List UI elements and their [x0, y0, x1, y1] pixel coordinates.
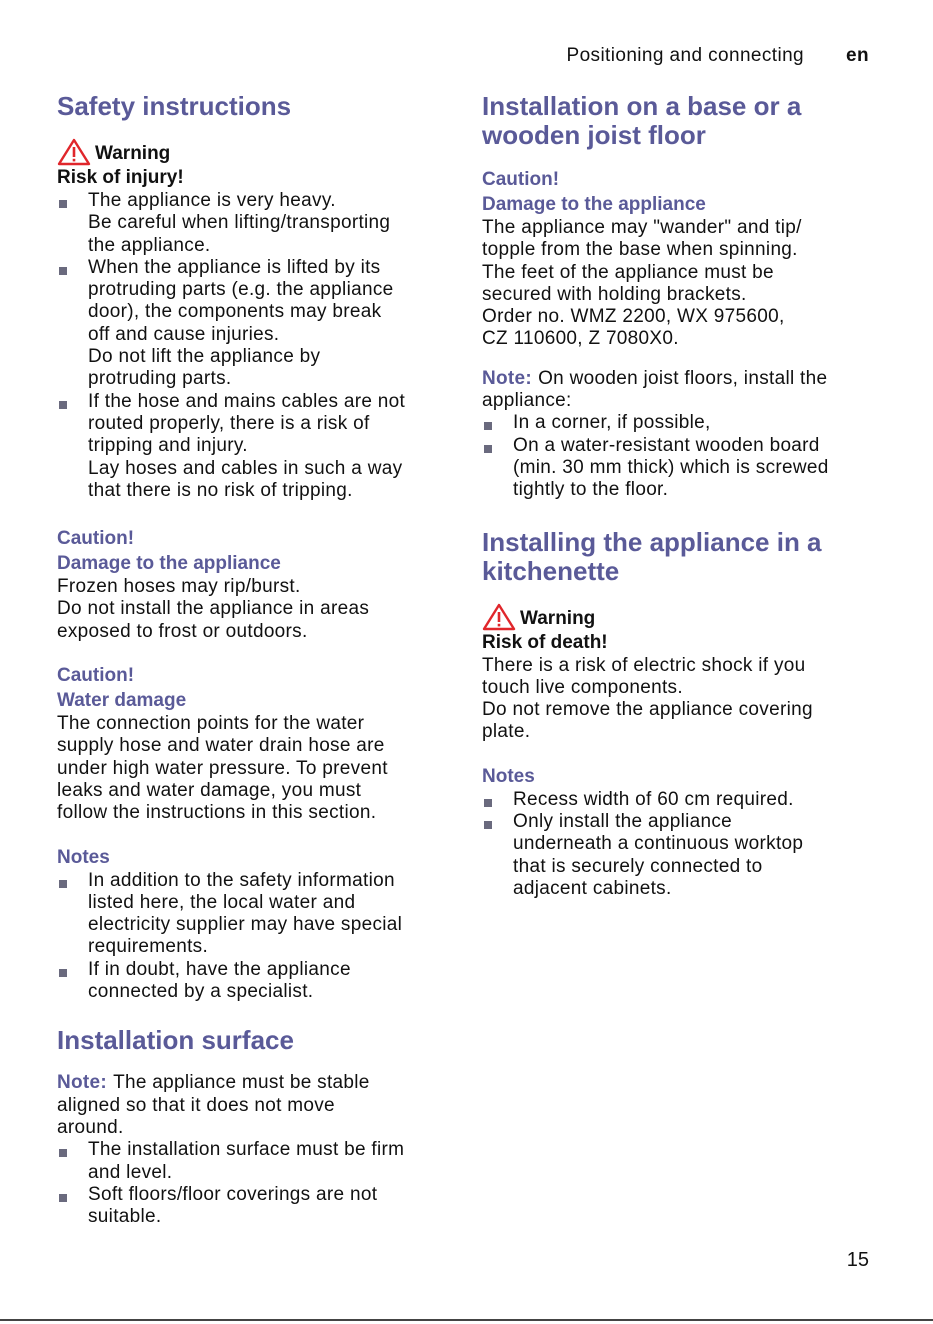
caution-text-line: leaks and water damage, you must: [57, 779, 362, 801]
note-text: The appliance must be stable: [113, 1072, 370, 1094]
list-line: If the hose and mains cables are not: [88, 390, 406, 412]
list-line: requirements.: [88, 936, 209, 958]
list-line: (min. 30 mm thick) which is screwed: [513, 456, 829, 478]
heading-line: kitchenette: [482, 555, 620, 586]
notes-heading: Notes: [482, 765, 535, 787]
bullet-square: [59, 200, 67, 208]
note-line: [482, 368, 867, 390]
note-label: Note:: [57, 1072, 108, 1094]
list-item: [57, 959, 442, 1004]
list-line: that there is no risk of tripping.: [88, 479, 353, 501]
list-line: connected by a specialist.: [88, 981, 314, 1003]
note-label: Note:: [482, 367, 533, 389]
list-line: Recess width of 60 cm required.: [513, 788, 794, 810]
list-line: In a corner, if possible,: [513, 412, 711, 434]
warning-text-line: touch live components.: [482, 676, 683, 698]
heading-line: Installing the appliance in a: [482, 526, 822, 557]
warning-label: Warning: [520, 607, 596, 629]
heading-line: wooden joist floor: [482, 120, 706, 150]
caution-text-line: follow the instructions in this section.: [57, 802, 377, 824]
bullet-square: [59, 401, 67, 409]
safety-warning-header: [57, 138, 442, 166]
caution-text-line: The feet of the appliance must be: [482, 261, 774, 283]
list-item: [482, 412, 867, 434]
base-installation-heading: [482, 92, 867, 150]
list-line: The appliance is very heavy.: [88, 190, 336, 211]
caution-text-line: secured with holding brackets.: [482, 283, 747, 305]
caution-text-line: Do not install the appliance in areas: [57, 598, 370, 620]
page-number: 15: [846, 1249, 869, 1271]
note-line: appliance:: [482, 390, 572, 412]
list-line: listed here, the local water and: [88, 891, 356, 913]
warning-label: Warning: [95, 143, 171, 164]
list-line: protruding parts.: [88, 368, 232, 390]
caution-title: Damage to the appliance: [482, 194, 706, 215]
notes-heading: Notes: [57, 846, 110, 868]
list-line: adjacent cabinets.: [513, 877, 672, 899]
list-line: When the appliance is lifted by its: [88, 256, 381, 278]
caution-text-line: under high water pressure. To prevent: [57, 757, 388, 779]
list-line: off and cause injuries.: [88, 323, 280, 345]
list-line: tripping and injury.: [88, 435, 248, 457]
kitchenette-warning-header: [482, 603, 867, 631]
left-column: [57, 92, 442, 1228]
list-item: [57, 190, 442, 257]
header-language: en: [846, 45, 869, 66]
caution-label: Caution!: [57, 665, 135, 687]
note-line: [57, 1072, 442, 1094]
safety-list: [57, 190, 442, 502]
list-line: routed properly, there is a risk of: [88, 412, 370, 434]
list-line: that is securely connected to: [513, 855, 763, 877]
caution-title: Water damage: [57, 690, 187, 712]
installation-surface-heading: Installation surface: [57, 1025, 294, 1056]
page-bottom-divider: [0, 1319, 933, 1321]
risk-of-injury-text: Risk of injury!: [57, 167, 184, 188]
list-item: [57, 391, 442, 502]
bullet-square: [59, 1149, 67, 1157]
list-item: [57, 870, 442, 959]
caution-text-line: exposed to frost or outdoors.: [57, 620, 308, 642]
caution-text-line: The connection points for the water: [57, 713, 365, 735]
caution-label: Caution!: [57, 528, 135, 550]
caution-text-line: topple from the base when spinning.: [482, 239, 798, 261]
list-line: Only install the appliance: [513, 811, 733, 833]
base-list: [482, 412, 867, 501]
note-line: aligned so that it does not move: [57, 1094, 335, 1116]
caution-text-line: Frozen hoses may rip/burst.: [57, 576, 301, 598]
kitchenette-notes-list: [482, 789, 867, 900]
warning-triangle-icon: [482, 603, 516, 631]
bullet-square: [59, 1194, 67, 1202]
list-item: [57, 1139, 442, 1184]
notes-list: [57, 870, 442, 1004]
warning-text-line: There is a risk of electric shock if you: [482, 654, 806, 676]
warning-text-line: plate.: [482, 721, 531, 743]
list-line: electricity supplier may have special: [88, 914, 403, 936]
page-header: [567, 45, 870, 67]
list-line: protruding parts (e.g. the appliance: [88, 279, 394, 301]
list-line: underneath a continuous worktop: [513, 833, 804, 855]
header-section-title: Positioning and connecting: [566, 45, 805, 66]
list-line: Do not lift the appliance by: [88, 346, 321, 368]
list-line: The installation surface must be firm: [88, 1139, 405, 1161]
bullet-square: [484, 821, 492, 829]
list-line: door), the components may break: [88, 301, 382, 323]
note-line: around.: [57, 1116, 124, 1138]
list-item: [482, 435, 867, 502]
caution-text-line: supply hose and water drain hose are: [57, 735, 385, 757]
bullet-square: [484, 422, 492, 430]
list-item: [57, 257, 442, 391]
list-line: the appliance.: [88, 234, 211, 256]
list-line: In addition to the safety information: [88, 869, 395, 891]
caution-text-line: Order no. WMZ 2200, WX 975600,: [482, 306, 785, 328]
bullet-square: [59, 969, 67, 977]
right-column: [482, 92, 867, 900]
list-line: and level.: [88, 1161, 173, 1183]
safety-instructions-heading: Safety instructions: [57, 91, 292, 121]
heading-line: Installation on a base or a: [482, 91, 802, 121]
bullet-square: [484, 799, 492, 807]
warning-triangle-icon: [57, 138, 91, 166]
kitchenette-heading: [482, 528, 867, 586]
bullet-square: [484, 445, 492, 453]
surface-list: [57, 1139, 442, 1228]
list-item: [482, 789, 867, 811]
list-line: tightly to the floor.: [513, 479, 669, 501]
caution-text-line: The appliance may "wander" and tip/: [482, 217, 802, 238]
risk-of-death-text: Risk of death!: [482, 631, 608, 653]
caution-title: Damage to the appliance: [57, 553, 281, 575]
list-line: If in doubt, have the appliance: [88, 958, 351, 980]
caution-label: Caution!: [482, 169, 560, 190]
list-line: Be careful when lifting/transporting: [88, 212, 391, 234]
list-line: Lay hoses and cables in such a way: [88, 457, 403, 479]
list-line: Soft floors/floor coverings are not: [88, 1183, 378, 1205]
bullet-square: [59, 880, 67, 888]
list-item: [482, 811, 867, 900]
caution-text-line: CZ 110600, Z 7080X0.: [482, 328, 679, 350]
list-line: suitable.: [88, 1206, 162, 1228]
list-item: [57, 1184, 442, 1229]
bullet-square: [59, 267, 67, 275]
note-text: On wooden joist floors, install the: [538, 367, 828, 389]
warning-text-line: Do not remove the appliance covering: [482, 699, 813, 721]
list-line: On a water-resistant wooden board: [513, 434, 820, 456]
